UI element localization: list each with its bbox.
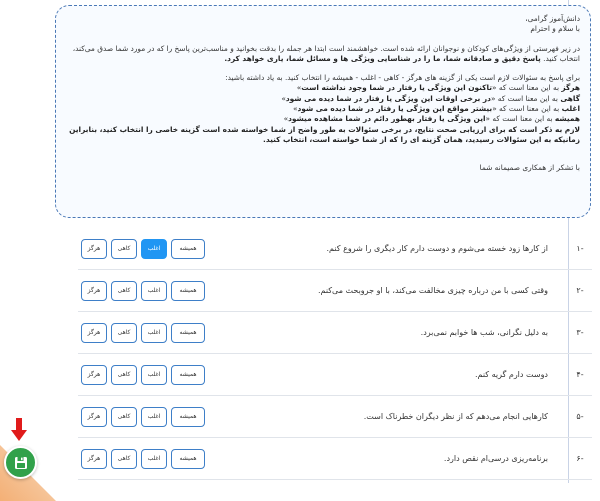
definition-item [66,94,580,104]
definition-connector: به این معنا است که « [492,83,560,93]
option-button[interactable]: همیشه [171,449,205,469]
definitions-list [66,83,580,124]
salutation: با سلام و احترام [530,24,580,34]
option-button[interactable]: کاهی [111,281,137,301]
option-button[interactable]: همیشه [171,407,205,427]
definition-item [66,114,580,124]
definition-item [66,104,580,114]
question-text: به دلیل نگرانی، شب ها خوابم نمی‌برد. [420,328,548,337]
answer-options [81,239,205,259]
question-number: -۳ [576,328,584,337]
question-number: -۲ [576,286,584,295]
note-text [66,125,580,146]
answer-options [81,449,205,469]
option-button[interactable]: هرگز [81,407,107,427]
option-button[interactable]: کاهی [111,449,137,469]
question-text: کارهایی انجام می‌دهم که از نظر دیگران خطرناک است. [363,412,548,421]
definition-desc: این ویژگی یا رفتار بهطور دائم در شما مشاهده میشود [288,114,486,124]
option-button[interactable]: هرگز [81,449,107,469]
definition-term: اغلب [561,104,580,114]
option-button[interactable]: هرگز [81,281,107,301]
option-button[interactable]: همیشه [171,365,205,385]
option-button[interactable]: همیشه [171,239,205,259]
save-button[interactable] [4,446,37,479]
instructions-text: برای پاسخ به سئوالات لازم است یکی از گزینه های هرگز - کاهی - اغلب - همیشه را انتخاب کنید. به یاد داشته باشید: [225,73,580,83]
intro-paragraph [66,44,580,65]
definition-end: » [283,114,289,124]
question-text: وقتی کسی با من درباره چیزی مخالفت می‌کند، با او جروبحث می‌کنم. [317,286,548,295]
question-number: -۱ [576,244,584,253]
question-row [78,312,592,354]
definition-term: هرگز [561,83,580,93]
answer-options [81,281,205,301]
intro-text: در زیر فهرستی از ویژگی‌های کودکان و نوجوانان ارائه شده است. خواهشمند است ابتدا هر جمله را بدقت بخوانید و مناسب‌ترین پاسخ را که در مورد شما صدق می‌کند، انتخاب کنید. [72,43,580,63]
greeting: دانش‌آموز گرامی، [525,14,580,23]
option-button[interactable]: اغلب [141,323,167,343]
option-button[interactable]: همیشه [171,281,205,301]
definition-desc: در برخی اوقات این ویژگی یا رفتار در شما دیده می شود [285,93,491,103]
instructions-box [55,5,591,218]
option-button[interactable]: کاهی [111,239,137,259]
question-list [78,228,592,480]
question-number: -۵ [576,412,584,421]
question-text: برنامه‌ریزی درسی‌ام نقص دارد. [443,454,548,463]
definition-connector: به این معنا است که « [485,114,553,124]
option-button[interactable]: اغلب [141,281,167,301]
definition-end: » [292,104,298,114]
intro-bold: پاسخ دقیق و صادقانه شما، ما را در شناسایی ویژگی ها و مسائل شما، یاری خواهد کرد. [224,53,541,63]
question-row [78,270,592,312]
option-button[interactable]: اغلب [141,449,167,469]
option-button[interactable]: اغلب [141,365,167,385]
question-text: دوست دارم گریه کنم. [474,370,548,379]
definition-connector: به این معنا است که « [490,93,558,103]
option-button[interactable]: کاهی [111,407,137,427]
definition-end: » [281,93,286,103]
option-button[interactable]: هرگز [81,239,107,259]
answer-options [81,407,205,427]
definition-item [66,83,580,93]
option-button[interactable]: اغلب [141,239,167,259]
question-number: -۶ [576,454,584,463]
question-number: -۴ [576,370,584,379]
option-button[interactable]: هرگز [81,323,107,343]
arrow-down-icon [11,418,27,442]
definition-end: » [296,83,302,93]
question-row [78,438,592,480]
option-button[interactable]: هرگز [81,365,107,385]
question-row [78,354,592,396]
definition-connector: به این معنا است که « [492,104,560,114]
definition-term: همیشه [554,114,580,124]
option-button[interactable]: اغلب [141,407,167,427]
answer-options [81,365,205,385]
option-button[interactable]: کاهی [111,365,137,385]
floppy-disk-icon [14,456,28,470]
option-button[interactable]: کاهی [111,323,137,343]
thanks-text: با تشکر از همکاری صمیمانه شما [479,163,580,173]
answer-options [81,323,205,343]
definition-term: گاهی [560,93,580,103]
definition-desc: تاکنون این ویژگی یا رفتار در شما وجود نداشته است [301,83,492,93]
question-text: از کارها زود خسته می‌شوم و دوست دارم کار دیگری را شروع کنم. [326,244,548,253]
question-row [78,396,592,438]
definition-desc: بیشتر مواقع این ویژگی یا رفتار در شما دیده می شود [297,104,493,114]
note-bold: لازم به ذکر است که برای ارزیابی صحت نتایج، در برخی سئوالات به طور واضح از شما خواسته شده است گزینه خاصی را انتخاب کنید، بنابراین زمانیکه به این سئوالات رسیدید، همان گزینه ای را که از شما خواسته است، انتخاب کنید. [69,124,580,144]
question-row [78,228,592,270]
option-button[interactable]: همیشه [171,323,205,343]
